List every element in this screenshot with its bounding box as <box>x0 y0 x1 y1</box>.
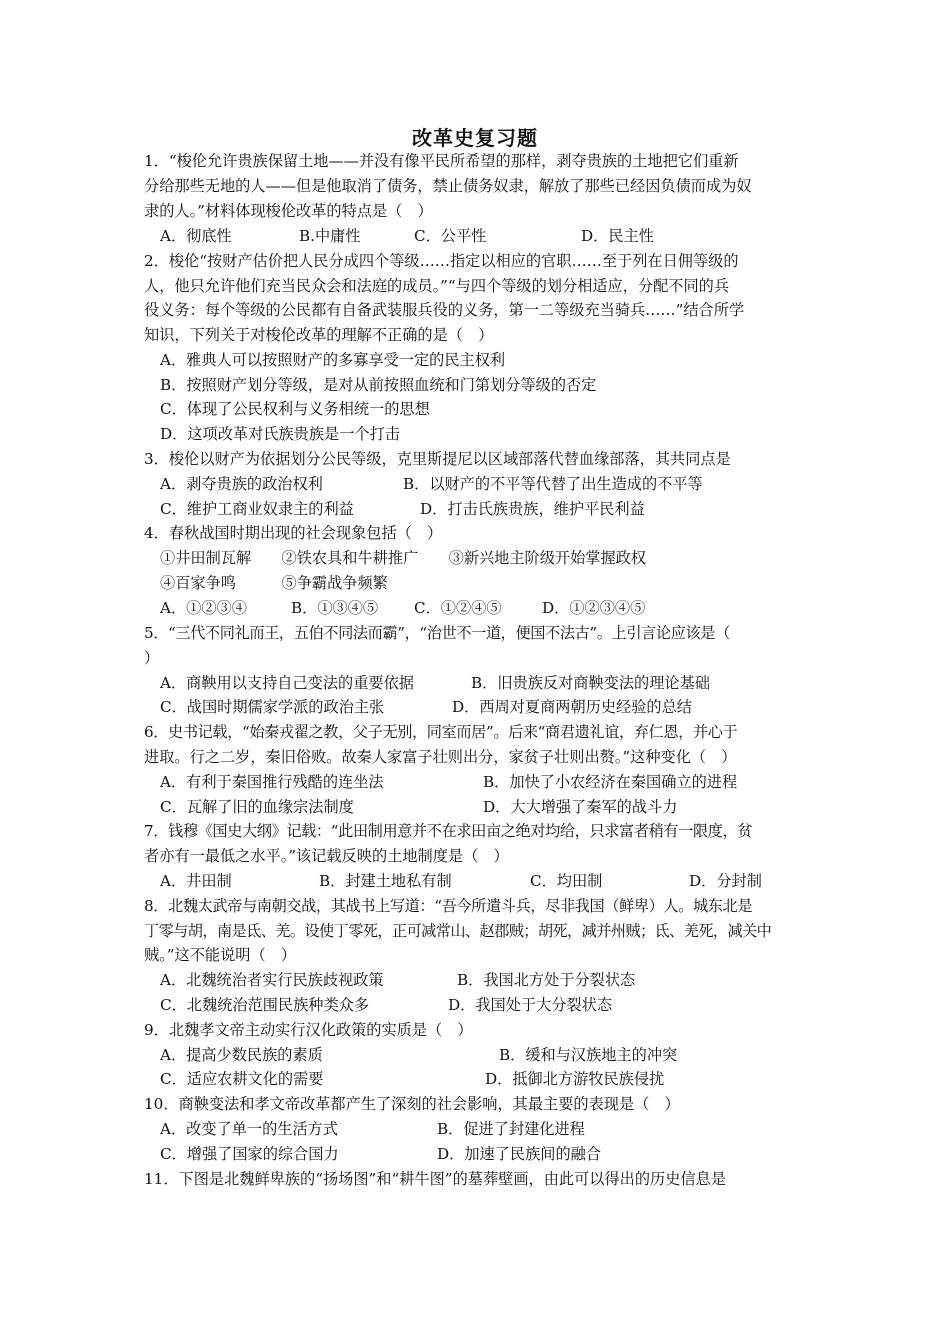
q2-option-c: C．体现了公民权利与义务相统一的思想 <box>160 400 430 418</box>
q10-option-b: B．促进了封建化进程 <box>437 1120 585 1138</box>
question-5-line-2: ） <box>144 649 160 667</box>
q4-option-c: C．①②④⑤ <box>414 599 502 617</box>
question-10-line-1: 10．商鞅变法和孝文帝改革都产生了深刻的社会影响，其最主要的表现是（ ） <box>144 1095 680 1113</box>
q9-option-d: D．抵御北方游牧民族侵扰 <box>485 1070 665 1088</box>
q10-option-d: D．加速了民族间的融合 <box>437 1145 602 1163</box>
q5-option-b: B．旧贵族反对商鞅变法的理论基础 <box>471 674 710 692</box>
q9-option-c: C．适应农耕文化的需要 <box>160 1070 324 1088</box>
q4-option-a: A．①②③④ <box>160 599 247 617</box>
q5-option-d: D．西周对夏商两朝历史经验的总结 <box>452 698 692 716</box>
q1-option-b: B.中庸性 <box>299 227 361 245</box>
q7-option-a: A．井田制 <box>160 872 232 890</box>
q10-option-a: A．改变了单一的生活方式 <box>160 1120 339 1138</box>
question-7-line-1: 7．钱穆《国史大纲》记载：“此田制用意并不在求田亩之绝对均给，只求富者稍有一限度，贫 <box>144 822 753 840</box>
q7-option-b: B．封建土地私有制 <box>319 872 452 890</box>
q2-option-d: D．这项改革对氏族贵族是一个打击 <box>160 425 400 443</box>
q1-option-a: A．彻底性 <box>160 227 232 245</box>
q8-option-b: B．我国北方处于分裂状态 <box>457 971 636 989</box>
q3-option-a: A．剥夺贵族的政治权利 <box>160 475 323 493</box>
q9-option-b: B．缓和与汉族地主的冲突 <box>499 1046 678 1064</box>
q1-option-d: D．民主性 <box>581 227 654 245</box>
q3-option-d: D．打击氏族贵族，维护平民利益 <box>420 500 645 518</box>
question-3-line-1: 3．梭伦以财产为依据划分公民等级，克里斯提尼以区域部落代替血缘部落，其共同点是 <box>144 450 731 468</box>
page-title: 改革史复习题 <box>412 126 538 150</box>
question-6-line-2: 进取。行之二岁，秦旧俗败。故秦人家富子壮则出分，家贫子壮则出赘。”这种变化（ ） <box>144 748 737 766</box>
question-8-line-2: 丁零与胡，南是氐、羌。设使丁零死，正可减常山、赵郡贼；胡死，减并州贼；氐、羌死，减关中 <box>144 922 772 940</box>
question-2-line-3: 役义务：每个等级的公民都有自备武装服兵役的义务，第一二等级充当骑兵……”结合所学 <box>144 301 745 319</box>
q6-option-b: B．加快了小农经济在秦国确立的进程 <box>483 773 738 791</box>
question-6-line-1: 6．史书记载，“始秦戎翟之教，父子无别，同室而居”。后来“商君遗礼谊，弃仁恩，并心于 <box>144 723 738 741</box>
q8-option-c: C．北魏统治范围民族种类众多 <box>160 996 370 1014</box>
q2-option-b: B．按照财产划分等级，是对从前按照血统和门第划分等级的否定 <box>160 376 597 394</box>
question-2-line-1: 2．梭伦“按财产估价把人民分成四个等级……指定以相应的官职……至于列在日佣等级的 <box>144 252 739 270</box>
q8-option-d: D．我国处于大分裂状态 <box>448 996 613 1014</box>
question-9-line-1: 9．北魏孝文帝主动实行汉化政策的实质是（ ） <box>144 1021 473 1039</box>
question-4-items-2: ④百家争鸣 ⑤争霸战争频繁 <box>160 574 388 592</box>
q5-option-a: A．商鞅用以支持自己变法的重要依据 <box>160 674 414 692</box>
question-8-line-1: 8．北魏太武帝与南朝交战，其战书上写道：“吾今所遣斗兵，尽非我国（鲜卑）人。城东北是 <box>144 897 753 915</box>
question-2-line-2: 人，他只允许他们充当民众会和法庭的成员。”“与四个等级的划分相适应，分配不同的兵 <box>144 277 730 295</box>
question-7-line-2: 者亦有一最低之水平。”该记载反映的土地制度是（ ） <box>144 847 509 865</box>
question-4-items-1: ①井田制瓦解 ②铁农具和牛耕推广 ③新兴地主阶级开始掌握政权 <box>160 549 646 567</box>
q5-option-c: C．战国时期儒家学派的政治主张 <box>160 698 385 716</box>
q7-option-d: D．分封制 <box>689 872 762 890</box>
q6-option-c: C．瓦解了旧的血缘宗法制度 <box>160 798 354 816</box>
q8-option-a: A．北魏统治者实行民族歧视政策 <box>160 971 384 989</box>
q10-option-c: C．增强了国家的综合国力 <box>160 1145 339 1163</box>
question-8-line-3: 贼。”这不能说明（ ） <box>144 946 297 964</box>
q4-option-b: B．①③④⑤ <box>291 599 379 617</box>
q2-option-a: A．雅典人可以按照财产的多寡享受一定的民主权利 <box>160 351 506 369</box>
question-1-line-3: 隶的人。”材料体现梭伦改革的特点是（ ） <box>144 202 433 220</box>
question-5-line-1: 5．“三代不同礼而王，五伯不同法而霸”，“治世不一道，便国不法古”。上引言论应该是（ <box>144 624 730 642</box>
q6-option-a: A．有利于秦国推行残酷的连坐法 <box>160 773 384 791</box>
q9-option-a: A．提高少数民族的素质 <box>160 1046 323 1064</box>
question-1-line-2: 分给那些无地的人——但是他取消了债务，禁止债务奴隶，解放了那些已经因负债而成为奴 <box>144 177 752 195</box>
q1-option-c: C．公平性 <box>414 227 487 245</box>
question-1-line-1: 1．“梭伦允许贵族保留土地——并没有像平民所希望的那样，剥夺贵族的土地把它们重新 <box>144 152 739 170</box>
q7-option-c: C．均田制 <box>530 872 603 890</box>
q6-option-d: D．大大增强了秦军的战斗力 <box>483 798 678 816</box>
q3-option-b: B．以财产的不平等代替了出生造成的不平等 <box>403 475 703 493</box>
question-2-line-4: 知识，下列关于对梭伦改革的理解不正确的是（ ） <box>144 326 494 344</box>
q3-option-c: C．维护工商业奴隶主的利益 <box>160 500 354 518</box>
q4-option-d: D．①②③④⑤ <box>542 599 646 617</box>
question-11-line-1: 11．下图是北魏鲜卑族的“扬场图”和“耕牛图”的墓葬壁画，由此可以得出的历史信息是 <box>144 1170 726 1188</box>
question-4-line-1: 4．春秋战国时期出现的社会现象包括（ ） <box>144 524 443 542</box>
